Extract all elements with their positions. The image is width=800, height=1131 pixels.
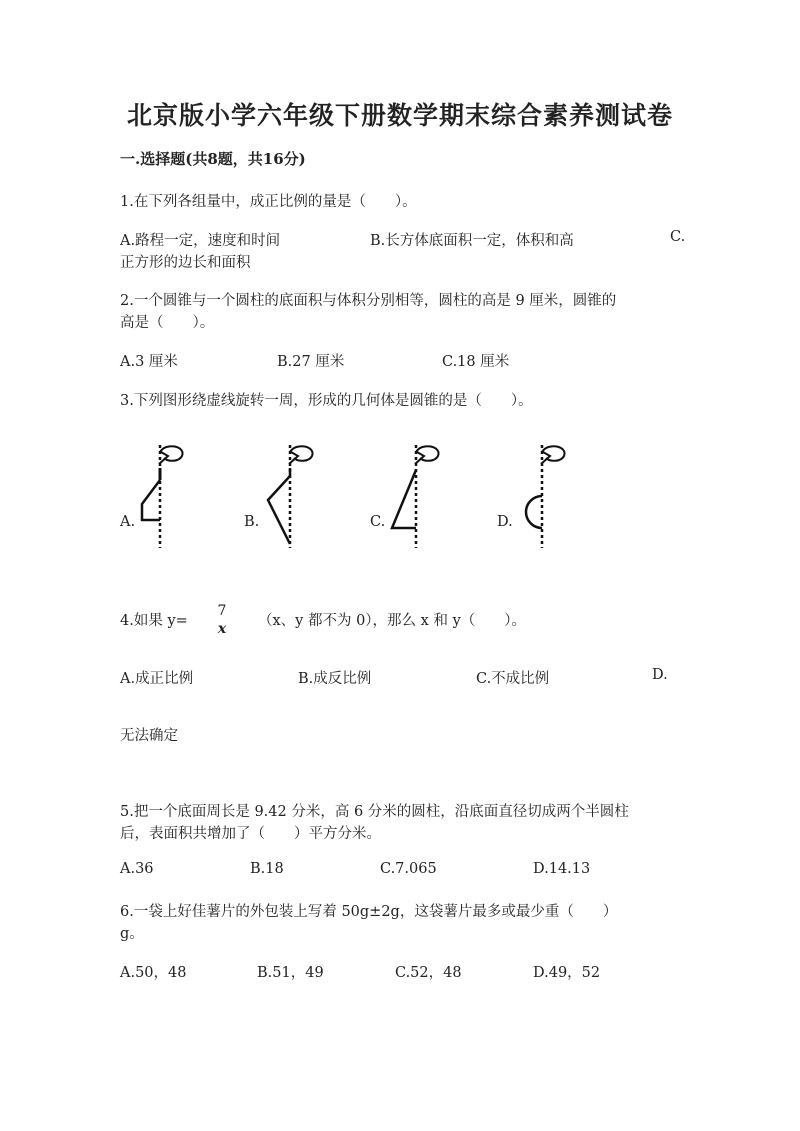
question-4-option-d-text: 无法确定 xyxy=(120,728,178,744)
question-2-option-c: C.18 厘米 xyxy=(442,354,510,370)
question-3-text: 3.下列图形绕虚线旋转一周，形成的几何体是圆锥的是（ ）。 xyxy=(120,393,533,409)
question-4-option-d: D. xyxy=(652,667,668,683)
section-heading: 一.选择题(共8题，共16分) xyxy=(120,150,306,168)
question-4-prefix: 4.如果 y= xyxy=(120,613,188,629)
question-4-option-c: C.不成比例 xyxy=(476,671,550,687)
question-1-option-c-text: 正方形的边长和面积 xyxy=(120,255,251,271)
question-6-option-c: C.52，48 xyxy=(395,965,462,981)
question-3-option-d: D. xyxy=(497,514,513,530)
question-6-option-a: A.50，48 xyxy=(120,965,187,981)
question-3-option-c: C. xyxy=(370,514,386,530)
figure-d-rotation-shape xyxy=(512,440,572,550)
question-4-fraction xyxy=(212,602,232,638)
question-1-option-c: C. xyxy=(670,229,686,245)
question-2-option-a: A.3 厘米 xyxy=(120,354,178,370)
fraction-denominator: x xyxy=(217,621,227,637)
question-1-text: 1.在下列各组量中，成正比例的量是（ ）。 xyxy=(120,194,417,210)
question-3-option-a: A. xyxy=(120,514,136,530)
question-5-line-2: 后，表面积共增加了（ ）平方分米。 xyxy=(120,826,381,842)
question-2-option-b: B.27 厘米 xyxy=(277,354,345,370)
question-5-option-b: B.18 xyxy=(250,861,284,877)
figure-c-rotation-shape xyxy=(386,440,446,550)
question-4-option-a: A.成正比例 xyxy=(120,671,194,687)
question-4-option-b: B.成反比例 xyxy=(298,671,372,687)
fraction-numerator: 7 xyxy=(217,603,227,619)
figure-b-rotation-shape xyxy=(260,440,320,550)
question-2-line-2: 高是（ ）。 xyxy=(120,315,215,331)
figure-a-rotation-shape xyxy=(130,440,190,550)
question-5-option-c: C.7.065 xyxy=(380,861,437,877)
question-6-line-1: 6.一袋上好佳薯片的外包装上写着 50g±2g，这袋薯片最多或最少重（ ） xyxy=(120,904,618,920)
question-4-suffix: （x、y 都不为 0），那么 x 和 y（ ）。 xyxy=(258,613,527,629)
question-5-option-a: A.36 xyxy=(120,861,154,877)
question-6-option-b: B.51，49 xyxy=(257,965,324,981)
page-title: 北京版小学六年级下册数学期末综合素养测试卷 xyxy=(126,101,673,130)
question-3-option-b: B. xyxy=(244,514,260,530)
question-1-option-a: A.路程一定，速度和时间 xyxy=(120,233,281,249)
question-1-option-b: B.长方体底面积一定，体积和高 xyxy=(370,233,574,249)
question-2-line-1: 2.一个圆锥与一个圆柱的底面积与体积分别相等，圆柱的高是 9 厘米，圆锥的 xyxy=(120,293,617,309)
question-5-line-1: 5.把一个底面周长是 9.42 分米，高 6 分米的圆柱，沿底面直径切成两个半圆柱 xyxy=(120,804,629,820)
question-6-option-d: D.49，52 xyxy=(533,965,601,981)
question-5-option-d: D.14.13 xyxy=(533,861,591,877)
question-6-line-2: g。 xyxy=(120,926,144,942)
